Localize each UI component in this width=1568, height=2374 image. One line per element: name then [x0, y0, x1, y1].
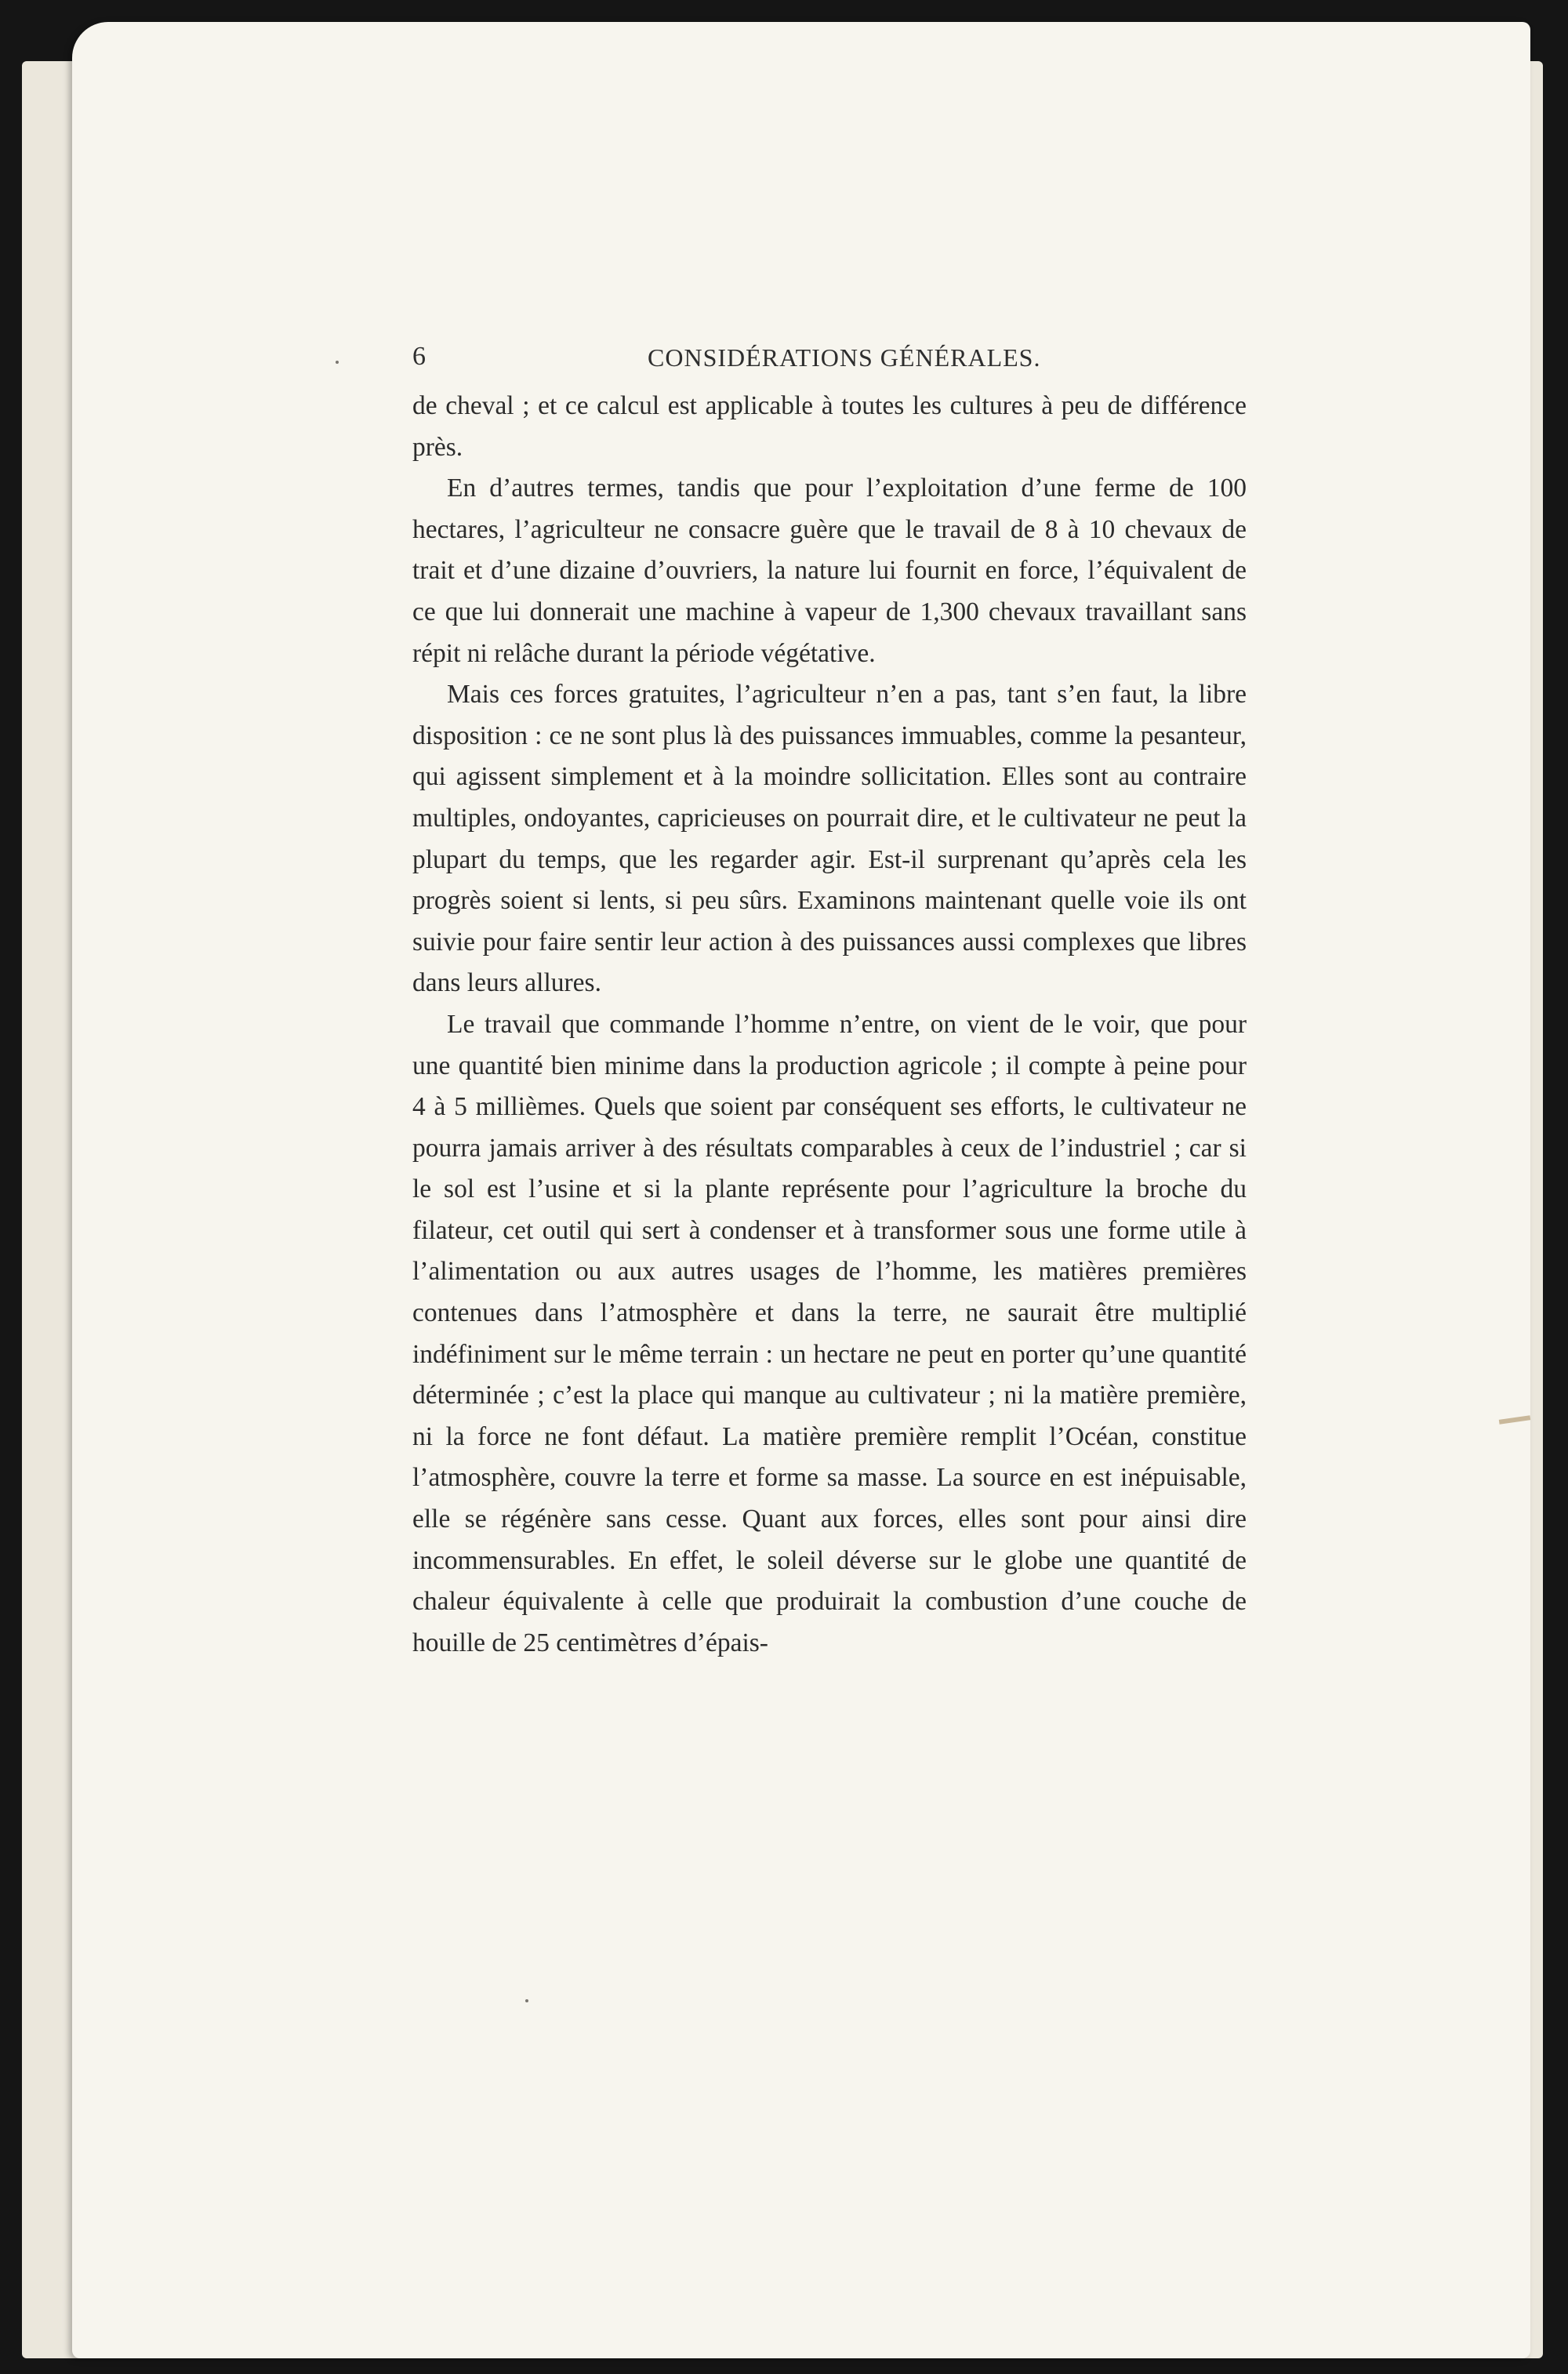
- body-text: [412, 386, 1247, 1664]
- paragraph: Mais ces forces gratuites, l’agriculteur n’en a pas, tant s’en faut, la libre disposition : ce ne sont plus là des puissances immuables, comme la pesanteur, qui agissent simplement et à la moindre sollicitation. Elles sont au contraire multiples, ondoyantes, capricieuses on pourrait dire, et le cultivateur ne peut la plupart du temps, que les regarder agir. Est-il surprenant qu’après cela les progrès soient si lents, si peu sûrs. Examinons maintenant quelle voie ils ont suivie pour faire sentir leur action à des puissances aussi complexes que libres dans leurs allures.: [412, 680, 1247, 998]
- paragraph: Le travail que commande l’homme n’entre, on vient de le voir, que pour une quantité bien minime dans la production agricole ; il compte à peine pour 4 à 5 millièmes. Quels que soient par conséquent ses efforts, le cultivateur ne pourra jamais arriver à des résultats comparables à ceux de l’industriel ; car si le sol est l’usine et si la plante représente pour l’agriculture la broche du filateur, cet outil qui sert à condenser et à transformer sous une forme utile à l’alimentation ou aux autres usages de l’homme, les matières premières contenues dans l’atmosphère et dans la terre, ne saurait être multiplié indéfiniment sur le même terrain : un hectare ne peut en porter qu’une quantité déterminée ; c’est la place qui manque au cultivateur ; ni la matière première, ni la force ne font défaut. La matière première remplit l’Océan, constitue l’atmosphère, couvre la terre et forme sa masse. La source en est inépuisable, elle se régénère sans cesse. Quant aux forces, elles sont pour ainsi dire incommensurables. En effet, le soleil déverse sur le globe une quantité de chaleur équivalente à celle que produirait la combustion d’une couche de houille de 25 centimètres d’épais-: [412, 1009, 1247, 1657]
- paragraph: En d’autres termes, tandis que pour l’exploitation d’une ferme de 100 hectares, l’agriculteur ne consacre guère que le travail de 8 à 10 chevaux de trait et d’une dizaine d’ouvriers, la nature lui fournit en force, l’équivalent de ce que lui donnerait une machine à vapeur de 1,300 chevaux travaillant sans répit ni relâche durant la période végétative.: [412, 474, 1247, 668]
- page-number: 6: [412, 342, 426, 371]
- paragraph: de cheval ; et ce calcul est applicable à toutes les cultures à peu de différence près.: [412, 391, 1247, 462]
- paper-speck: [336, 361, 339, 364]
- paper-speck: [525, 1999, 528, 2002]
- running-title: CONSIDÉRATIONS GÉNÉRALES.: [648, 343, 1041, 372]
- page-header: [412, 342, 1259, 381]
